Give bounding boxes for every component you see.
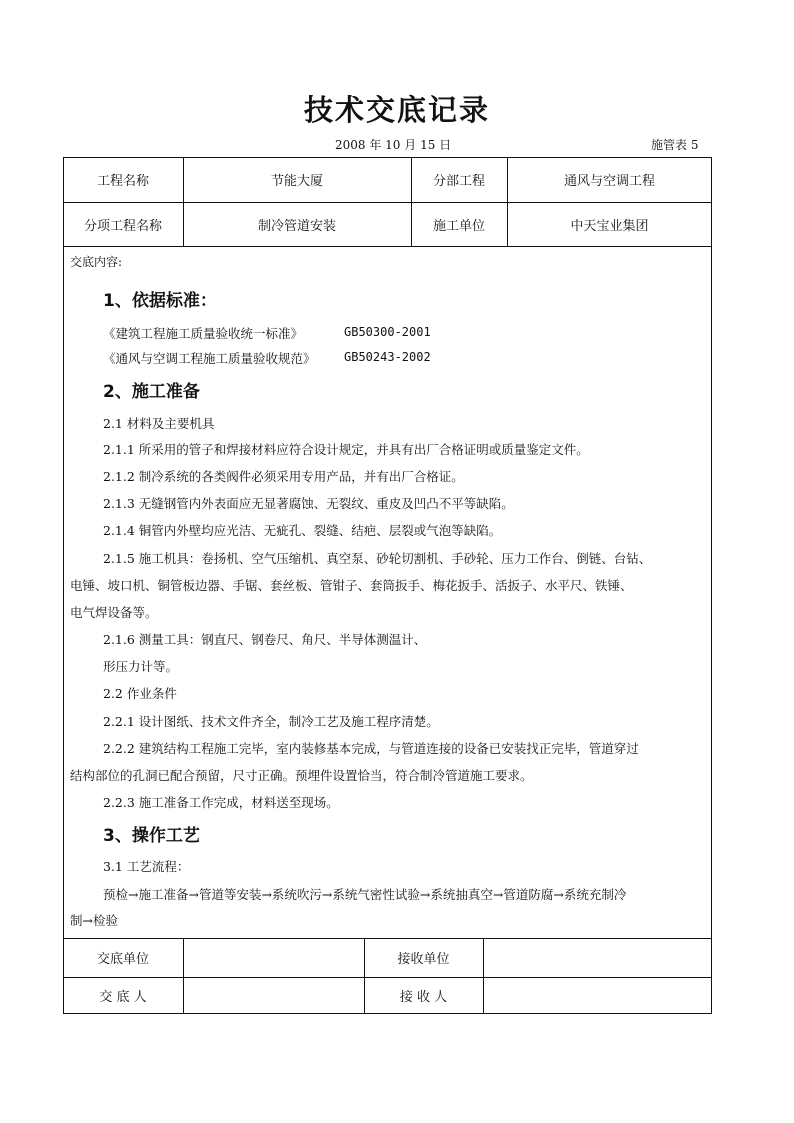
paragraph-2-2-3: 2.2.3 施工准备工作完成，材料送至现场。 <box>103 795 339 810</box>
paragraph-3-1: 3.1 工艺流程： <box>103 859 190 874</box>
issuing-unit-label: 交底单位 <box>96 952 149 967</box>
standard-2-name: 《通风与空调工程施工质量验收规范》 <box>103 351 316 366</box>
paragraph-2-1-3: 2.1.3 无缝钢管内外表面应无显著腐蚀、无裂纹、重皮及凹凸不平等缺陷。 <box>103 496 514 511</box>
paragraph-2-2-2-line-1: 2.2.2 建筑结构工程施工完毕，室内装修基本完成，与管道连接的设备已安装找正完毕，管道穿过 <box>103 741 639 756</box>
section-3-heading: 3、操作工艺 <box>103 826 200 846</box>
receiving-unit-value <box>483 938 712 977</box>
section-1-heading: 1、依据标准： <box>103 291 217 311</box>
paragraph-2-2: 2.2 作业条件 <box>103 686 177 701</box>
process-flow-line-2: 制→检验 <box>70 913 118 928</box>
contractor-label: 施工单位 <box>432 218 485 234</box>
division-label: 分部工程 <box>432 174 485 189</box>
issuer-value <box>183 977 364 1014</box>
paragraph-2-2-1: 2.2.1 设计图纸、技术文件齐全，制冷工艺及施工程序清楚。 <box>103 714 439 729</box>
project-name-label: 工程名称 <box>96 174 149 189</box>
paragraph-2-1-1: 2.1.1 所采用的管子和焊接材料应符合设计规定，并具有出厂合格证明或质量鉴定文件。 <box>103 442 589 457</box>
project-name-value: 节能大厦 <box>270 174 323 189</box>
receiver-label: 接 收 人 <box>399 990 448 1005</box>
content-label: 交底内容: <box>70 255 123 269</box>
issuing-unit-value <box>183 938 364 977</box>
paragraph-2-1-4: 2.1.4 铜管内外壁均应光洁、无疵孔、裂缝、结疤、层裂或气泡等缺陷。 <box>103 523 502 538</box>
paragraph-2-1-6-line-2: 形压力计等。 <box>103 659 179 674</box>
paragraph-2-1-5-line-1: 2.1.5 施工机具：卷扬机、空气压缩机、真空泵、砂轮切割机、手砂轮、压力工作台、倒链、台钻、 <box>103 551 652 566</box>
row-divider <box>63 246 712 247</box>
subitem-label: 分项工程名称 <box>83 218 162 234</box>
document-date: 2008 年 10 月 15 日 <box>335 138 452 152</box>
paragraph-2-1-5-line-2: 电锤、坡口机、铜管板边器、手锯、套丝板、管钳子、套筒扳手、梅花扳手、活扳子、水平尺、铁锤、 <box>70 578 633 593</box>
paragraph-2-1: 2.1 材料及主要机具 <box>103 416 215 431</box>
paragraph-2-1-6-line-1: 2.1.6 测量工具：钢直尺、钢卷尺、角尺、半导体测温计、 <box>103 632 427 647</box>
paragraph-2-2-2-line-2: 结构部位的孔洞已配合预留，尺寸正确。预埋件设置恰当，符合制冷管道施工要求。 <box>70 768 533 783</box>
paragraph-2-1-2: 2.1.2 制冷系统的各类阀件必须采用专用产品，并有出厂合格证。 <box>103 469 464 484</box>
process-flow-line-1: 预检→施工准备→管道等安装→系统吹污→系统气密性试验→系统抽真空→管道防腐→系统充制冷 <box>103 887 627 902</box>
paragraph-2-1-5-line-3: 电气焊设备等。 <box>70 605 158 620</box>
section-2-heading: 2、施工准备 <box>103 382 200 402</box>
form-number: 施管表 5 <box>651 138 699 152</box>
subitem-value: 制冷管道安装 <box>257 218 336 234</box>
document-title: 技术交底记录 <box>303 93 490 127</box>
division-value: 通风与空调工程 <box>563 174 655 189</box>
standard-1-name: 《建筑工程施工质量验收统一标准》 <box>103 326 304 341</box>
contractor-value: 中天宝业集团 <box>570 218 649 234</box>
standard-1-code: GB50300-2001 <box>344 325 431 339</box>
receiving-unit-label: 接收单位 <box>397 952 450 967</box>
receiver-value <box>483 977 712 1014</box>
issuer-label: 交 底 人 <box>99 990 147 1005</box>
standard-2-code: GB50243-2002 <box>344 350 431 364</box>
